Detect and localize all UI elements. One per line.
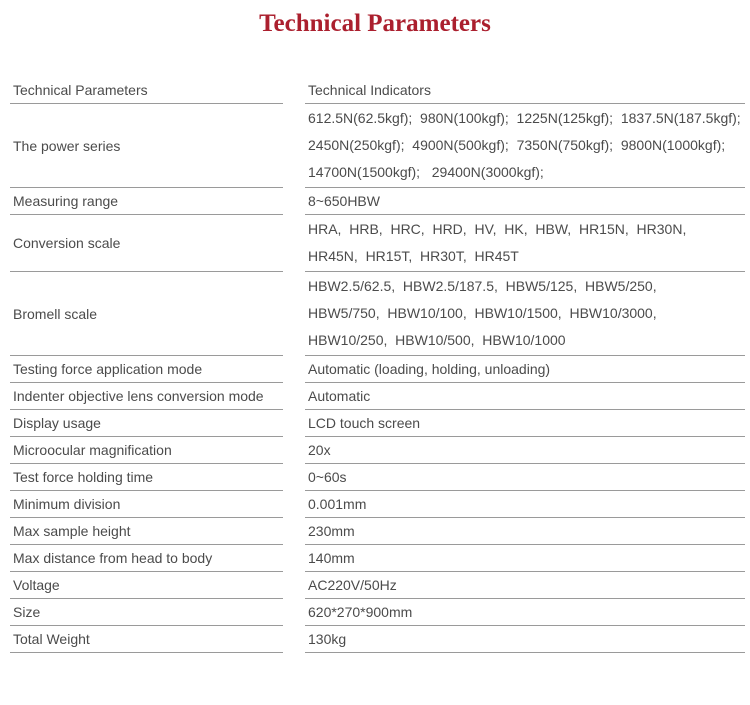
spec-value-line: HR45N, HR15T, HR30T, HR45T xyxy=(308,248,519,264)
spec-label: Microocular magnification xyxy=(13,442,172,458)
spec-value-line: 0~60s xyxy=(308,469,347,485)
spec-value-line: 612.5N(62.5kgf); 980N(100kgf); 1225N(125kgf); 1837.5N(187.5kgf); xyxy=(308,110,741,126)
column-gap xyxy=(283,626,305,653)
table-row xyxy=(10,383,750,410)
column-gap xyxy=(283,383,305,410)
column-gap xyxy=(283,215,305,272)
spec-label-cell xyxy=(10,491,283,518)
column-gap xyxy=(283,410,305,437)
spec-value-line: HBW10/250, HBW10/500, HBW10/1000 xyxy=(308,332,566,348)
column-gap xyxy=(283,545,305,572)
spec-label-cell xyxy=(10,383,283,410)
spec-label-cell xyxy=(10,104,283,188)
column-gap xyxy=(283,437,305,464)
spec-label: Voltage xyxy=(13,577,60,593)
spec-value-cell xyxy=(305,410,745,437)
spec-label-cell xyxy=(10,356,283,383)
spec-label-cell xyxy=(10,518,283,545)
spec-value-cell xyxy=(305,188,745,215)
table-row xyxy=(10,518,750,545)
table-row xyxy=(10,215,750,272)
column-gap xyxy=(283,518,305,545)
table-row xyxy=(10,410,750,437)
spec-value-cell xyxy=(305,518,745,545)
table-row xyxy=(10,572,750,599)
spec-value-line: 8~650HBW xyxy=(308,193,380,209)
spec-value-line: 2450N(250kgf); 4900N(500kgf); 7350N(750kgf); 9800N(1000kgf); xyxy=(308,137,726,153)
spec-value-cell xyxy=(305,437,745,464)
spec-value-line: 140mm xyxy=(308,550,355,566)
spec-label: Bromell scale xyxy=(13,305,98,322)
spec-value-cell xyxy=(305,215,745,272)
table-row xyxy=(10,104,750,188)
spec-label-cell xyxy=(10,626,283,653)
spec-table xyxy=(10,77,750,653)
spec-label-cell xyxy=(10,464,283,491)
spec-label-cell xyxy=(10,545,283,572)
table-row xyxy=(10,437,750,464)
spec-value-line: HBW2.5/62.5, HBW2.5/187.5, HBW5/125, HBW5/250, xyxy=(308,278,665,294)
spec-label-cell xyxy=(10,437,283,464)
spec-label: Testing force application mode xyxy=(13,361,203,377)
spec-label: Test force holding time xyxy=(13,469,154,485)
table-row xyxy=(10,626,750,653)
spec-value-cell xyxy=(305,626,745,653)
spec-value-line: HRA, HRB, HRC, HRD, HV, HK, HBW, HR15N, HR30N, xyxy=(308,221,695,237)
spec-value-line: LCD touch screen xyxy=(308,415,421,431)
column-gap xyxy=(283,599,305,626)
column-gap xyxy=(283,491,305,518)
spec-value-cell xyxy=(305,491,745,518)
spec-value-line: HBW5/750, HBW10/100, HBW10/1500, HBW10/3000, xyxy=(308,305,665,321)
spec-value-cell xyxy=(305,383,745,410)
page-title: Technical Parameters xyxy=(259,10,491,37)
header-left-label: Technical Parameters xyxy=(13,82,148,98)
spec-label-cell xyxy=(10,599,283,626)
table-row xyxy=(10,272,750,356)
spec-label: Conversion scale xyxy=(13,235,121,251)
spec-label: Total Weight xyxy=(13,631,90,647)
column-gap xyxy=(283,356,305,383)
spec-value-cell xyxy=(305,356,745,383)
spec-value-cell xyxy=(305,464,745,491)
table-header-row xyxy=(10,77,750,104)
spec-label: Max distance from head to body xyxy=(13,550,213,566)
spec-value-cell xyxy=(305,545,745,572)
spec-value-line: 20x xyxy=(308,442,331,458)
table-row xyxy=(10,188,750,215)
table-row xyxy=(10,545,750,572)
spec-label: Display usage xyxy=(13,415,101,431)
spec-label: Max sample height xyxy=(13,523,131,539)
spec-label-cell xyxy=(10,572,283,599)
column-gap xyxy=(283,104,305,188)
spec-label-cell xyxy=(10,272,283,356)
table-row xyxy=(10,464,750,491)
spec-value-cell xyxy=(305,272,745,356)
spec-label: Size xyxy=(13,604,41,620)
table-row xyxy=(10,491,750,518)
spec-value-line: 230mm xyxy=(308,523,355,539)
spec-value-line: 130kg xyxy=(308,631,347,647)
spec-value-line: 14700N(1500kgf); 29400N(3000kgf); xyxy=(308,164,544,180)
header-left-cell xyxy=(10,77,283,104)
spec-label-cell xyxy=(10,410,283,437)
header-right-label: Technical Indicators xyxy=(308,82,431,98)
spec-value-line: 0.001mm xyxy=(308,496,367,512)
spec-label-cell xyxy=(10,188,283,215)
spec-value-cell xyxy=(305,599,745,626)
spec-value-line: AC220V/50Hz xyxy=(308,577,397,593)
spec-value-cell xyxy=(305,572,745,599)
spec-value-cell xyxy=(305,104,745,188)
spec-value-line: Automatic xyxy=(308,388,371,404)
table-row xyxy=(10,356,750,383)
column-gap xyxy=(283,572,305,599)
spec-label: Measuring range xyxy=(13,193,119,209)
table-row xyxy=(10,599,750,626)
spec-label: Minimum division xyxy=(13,496,121,512)
spec-label-cell xyxy=(10,215,283,272)
column-gap xyxy=(283,272,305,356)
spec-value-line: Automatic (loading, holding, unloading) xyxy=(308,361,551,377)
spec-label: The power series xyxy=(13,137,121,154)
header-right-cell xyxy=(305,77,745,104)
column-gap xyxy=(283,77,305,104)
spec-label: Indenter objective lens conversion mode xyxy=(13,388,264,404)
spec-value-line: 620*270*900mm xyxy=(308,604,413,620)
column-gap xyxy=(283,464,305,491)
column-gap xyxy=(283,188,305,215)
